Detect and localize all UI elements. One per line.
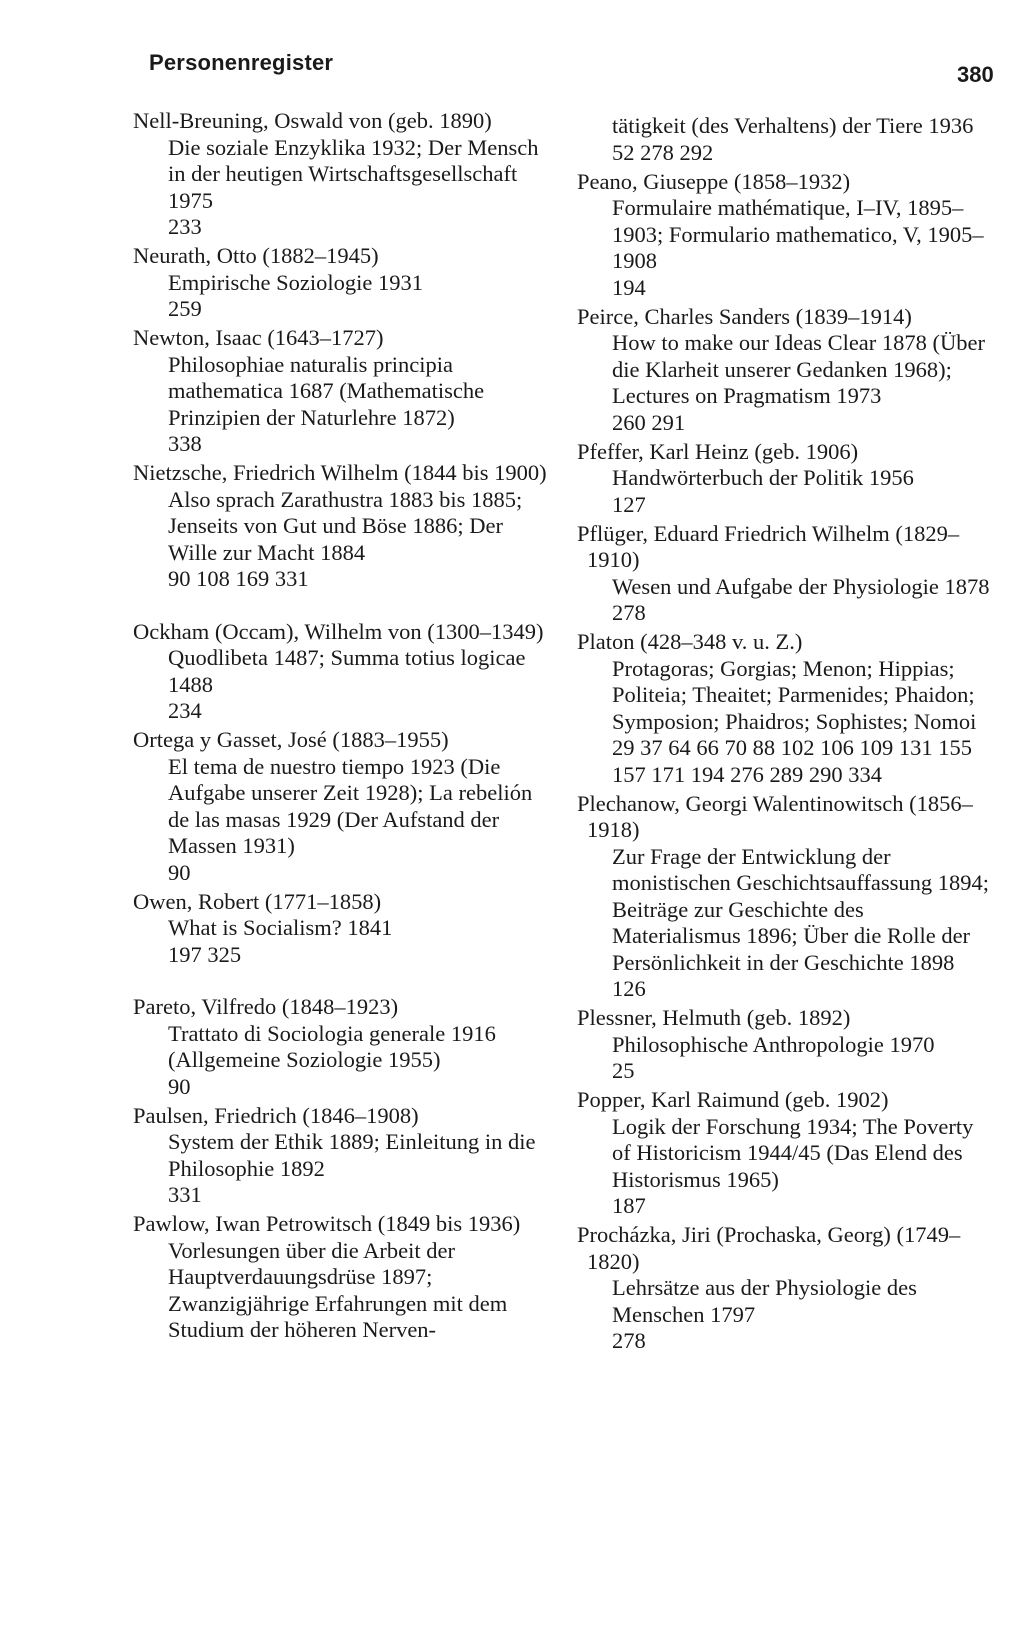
index-entry	[577, 439, 997, 519]
entry-works: How to make our Ideas Clear 1878 (Über die Klarheit unserer Gedanken 1968); Lectures on Pragmatism 1973	[612, 330, 986, 408]
entry-name: Nell-Breuning, Oswald von (geb. 1890)	[133, 108, 492, 133]
index-entry	[133, 994, 553, 1100]
entry-pages: 259	[168, 296, 202, 321]
entry-pages: 90 108 169 331	[168, 566, 309, 591]
entry-works: System der Ethik 1889; Einleitung in die Philosophie 1892	[168, 1129, 536, 1181]
entry-name: Ockham (Occam), Wilhelm von (1300–1349)	[133, 618, 544, 644]
entry-pages: 29 37 64 66 70 88 102 106 109 131 155 157 171 194 276 289 290 334	[612, 735, 972, 787]
index-entry	[133, 619, 553, 725]
entry-pages: 234	[168, 698, 202, 723]
entry-name: Pfeffer, Karl Heinz (geb. 1906)	[577, 438, 859, 464]
entry-name: Neurath, Otto (1882–1945)	[133, 243, 379, 268]
entry-works: Formulaire mathématique, I–IV, 1895–1903; Formulario mathematico, V, 1905–1908	[612, 195, 984, 273]
running-header-title: Personenregister	[149, 50, 334, 75]
entry-name: Plechanow, Georgi Walentinowitsch (1856–1918)	[577, 790, 973, 842]
index-entry	[577, 169, 997, 302]
entry-works: Lehrsätze aus der Physiologie des Menschen 1797	[612, 1275, 917, 1327]
entry-works: El tema de nuestro tiempo 1923 (Die Aufgabe unserer Zeit 1928); La rebelión de las masas 1929 (Der Aufstand der Massen 1931)	[168, 753, 533, 858]
index-entry	[133, 325, 553, 458]
index-entry	[577, 304, 997, 437]
entry-name: Newton, Isaac (1643–1727)	[133, 325, 384, 350]
entry-works: Zur Frage der Entwicklung der monistischen Geschichtsauffassung 1894; Beiträge zur Geschichte des Materialismus 1896; Über die Rolle der Persönlichkeit in der Geschichte 1898	[612, 843, 990, 975]
entry-name: Procházka, Jiri (Prochaska, Georg) (1749–1820)	[577, 1222, 961, 1274]
entry-pages: 25	[612, 1058, 635, 1083]
entry-pages: 197 325	[168, 941, 242, 967]
index-entry	[577, 521, 997, 627]
entry-works: Philosophische Anthropologie 1970	[612, 1031, 935, 1057]
entry-pages: 194	[612, 274, 646, 300]
entry-name: Paulsen, Friedrich (1846–1908)	[133, 1102, 419, 1128]
entry-works: tätigkeit (des Verhaltens) der Tiere 1936	[612, 113, 974, 138]
entry-works: Philosophiae naturalis principia mathematica 1687 (Mathematische Prinzipien der Naturlehre 1872)	[168, 351, 485, 430]
entry-works: What is Socialism? 1841	[168, 915, 393, 940]
entry-name: Pawlow, Iwan Petrowitsch (1849 bis 1936)	[133, 1211, 521, 1236]
index-entry	[133, 1211, 553, 1344]
entry-name: Owen, Robert (1771–1858)	[133, 888, 382, 914]
entry-name: Plessner, Helmuth (geb. 1892)	[577, 1005, 851, 1030]
index-entry	[133, 889, 553, 969]
entry-works: Logik der Forschung 1934; The Poverty of Historicism 1944/45 (Das Elend des Historismus 1965)	[612, 1113, 974, 1192]
page-number: 380	[957, 62, 994, 87]
index-entry	[133, 108, 553, 241]
index-entry	[577, 1005, 997, 1085]
entry-name: Peirce, Charles Sanders (1839–1914)	[577, 303, 912, 329]
index-entry	[133, 727, 553, 886]
entry-pages: 331	[168, 1182, 202, 1207]
entry-pages: 338	[168, 431, 202, 456]
entry-name: Peano, Giuseppe (1858–1932)	[577, 168, 851, 194]
index-entry	[133, 460, 553, 593]
entry-name: Platon (428–348 v. u. Z.)	[577, 629, 803, 654]
entry-works: Also sprach Zarathustra 1883 bis 1885; Jenseits von Gut und Böse 1886; Der Wille zur Macht 1884	[168, 486, 523, 565]
entry-works: Trattato di Sociologia generale 1916 (Allgemeine Soziologie 1955)	[168, 1020, 496, 1072]
entry-works: Wesen und Aufgabe der Physiologie 1878	[612, 573, 990, 599]
entry-pages: 90	[168, 1073, 191, 1099]
entry-works: Vorlesungen über die Arbeit der Hauptverdauungsdrüse 1897; Zwanzigjährige Erfahrungen mit dem Studium der höheren Nerven-	[168, 1237, 508, 1342]
entry-works: Quodlibeta 1487; Summa totius logicae 1488	[168, 645, 526, 697]
entry-works: Protagoras; Gorgias; Menon; Hippias; Politeia; Theaitet; Parmenides; Phaidon; Symposion; Phaidros; Sophistes; Nomoi	[612, 655, 977, 734]
entry-name: Popper, Karl Raimund (geb. 1902)	[577, 1087, 889, 1112]
index-entry	[577, 1087, 997, 1220]
entry-pages: 90	[168, 859, 191, 885]
entry-name: Pflüger, Eduard Friedrich Wilhelm (1829–1910)	[577, 520, 960, 572]
entry-pages: 278	[612, 600, 646, 625]
entry-pages: 52 278 292	[612, 139, 714, 165]
entry-name: Pareto, Vilfredo (1848–1923)	[133, 994, 399, 1019]
entry-pages: 126	[612, 976, 646, 1001]
entry-works: Handwörterbuch der Politik 1956	[612, 465, 914, 490]
entry-name: Ortega y Gasset, José (1883–1955)	[133, 727, 449, 752]
entry-pages: 260 291	[612, 409, 686, 435]
entry-works: Die soziale Enzyklika 1932; Der Mensch in der heutigen Wirtschaftsgesellschaft 1975	[168, 134, 539, 213]
index-entry-continuation	[577, 113, 997, 166]
index-entry	[577, 629, 997, 788]
entry-pages: 278	[612, 1328, 646, 1353]
index-entry	[133, 243, 553, 323]
index-entry	[133, 1103, 553, 1209]
entry-works: Empirische Soziologie 1931	[168, 269, 423, 295]
index-entry	[577, 1222, 997, 1355]
entry-pages: 233	[168, 214, 202, 239]
index-entry	[577, 791, 997, 1003]
index-column-left	[133, 108, 553, 1346]
entry-pages: 127	[612, 491, 646, 517]
index-column-right	[577, 113, 997, 1357]
entry-pages: 187	[612, 1193, 646, 1218]
entry-name: Nietzsche, Friedrich Wilhelm (1844 bis 1900)	[133, 460, 547, 485]
